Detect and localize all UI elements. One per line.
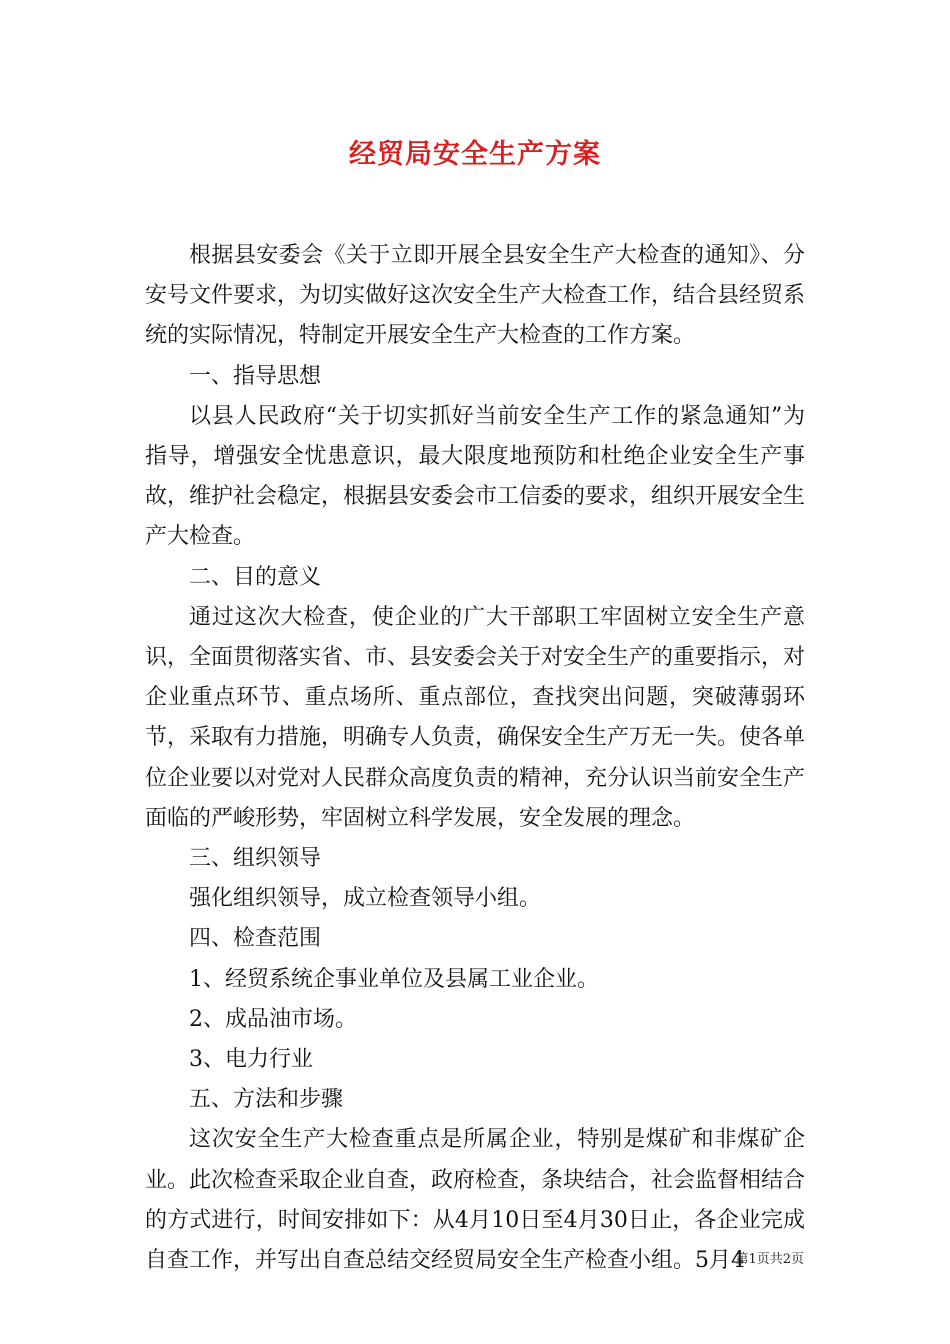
heading-scope: 四、检查范围 (189, 926, 322, 952)
paragraph-methods: 这次安全生产大检查重点是所属企业，特别是煤矿和非煤矿企业。此次检查采取企业自查，政府检查，条块结合，社会监督相结合的方式进行，时间安排如下：从4月10日至4月30日止，各企业完成自查工作，并写出自查总结交经贸局安全生产检查小组。5月4 (145, 1127, 806, 1274)
document-body (145, 236, 805, 1281)
list-item-scope-2: 2、成品油市场。 (189, 1006, 357, 1032)
heading-organization: 三、组织领导 (189, 846, 322, 872)
heading-purpose: 二、目的意义 (189, 564, 322, 590)
page-number-footer: 第1页共2页 (735, 1252, 804, 1267)
paragraph-intro: 根据县安委会《关于立即开展全县安全生产大检查的通知》、分安号文件要求，为切实做好这次安全生产大检查工作，结合县经贸系统的实际情况，特制定开展安全生产大检查的工作方案。 (145, 243, 806, 349)
paragraph-purpose: 通过这次大检查，使企业的广大干部职工牢固树立安全生产意识，全面贯彻落实省、市、县安委会关于对安全生产的重要指示，对企业重点环节、重点场所、重点部位，查找突出问题，突破薄弱环节，采取有力措施，明确专人负责，确保安全生产万无一失。使各单位企业要以对党对人民群众高度负责的精神，充分认识当前安全生产面临的严峻形势，牢固树立科学发展，安全发展的理念。 (145, 604, 806, 831)
heading-guiding-ideology: 一、指导思想 (189, 363, 322, 389)
list-item-scope-3: 3、电力行业 (189, 1047, 313, 1073)
paragraph-guiding-ideology: 以县人民政府“关于切实抓好当前安全生产工作的紧急通知”为指导，增强安全忧患意识，最大限度地预防和杜绝企业安全生产事故，维护社会稳定，根据县安委会市工信委的要求，组织开展安全生产大检查。 (145, 403, 806, 550)
list-item-scope-1: 1、经贸系统企事业单位及县属工业企业。 (189, 966, 599, 992)
paragraph-organization: 强化组织领导，成立检查领导小组。 (189, 886, 542, 912)
heading-methods: 五、方法和步骤 (189, 1087, 344, 1113)
document-title: 经贸局安全生产方案 (349, 139, 601, 170)
